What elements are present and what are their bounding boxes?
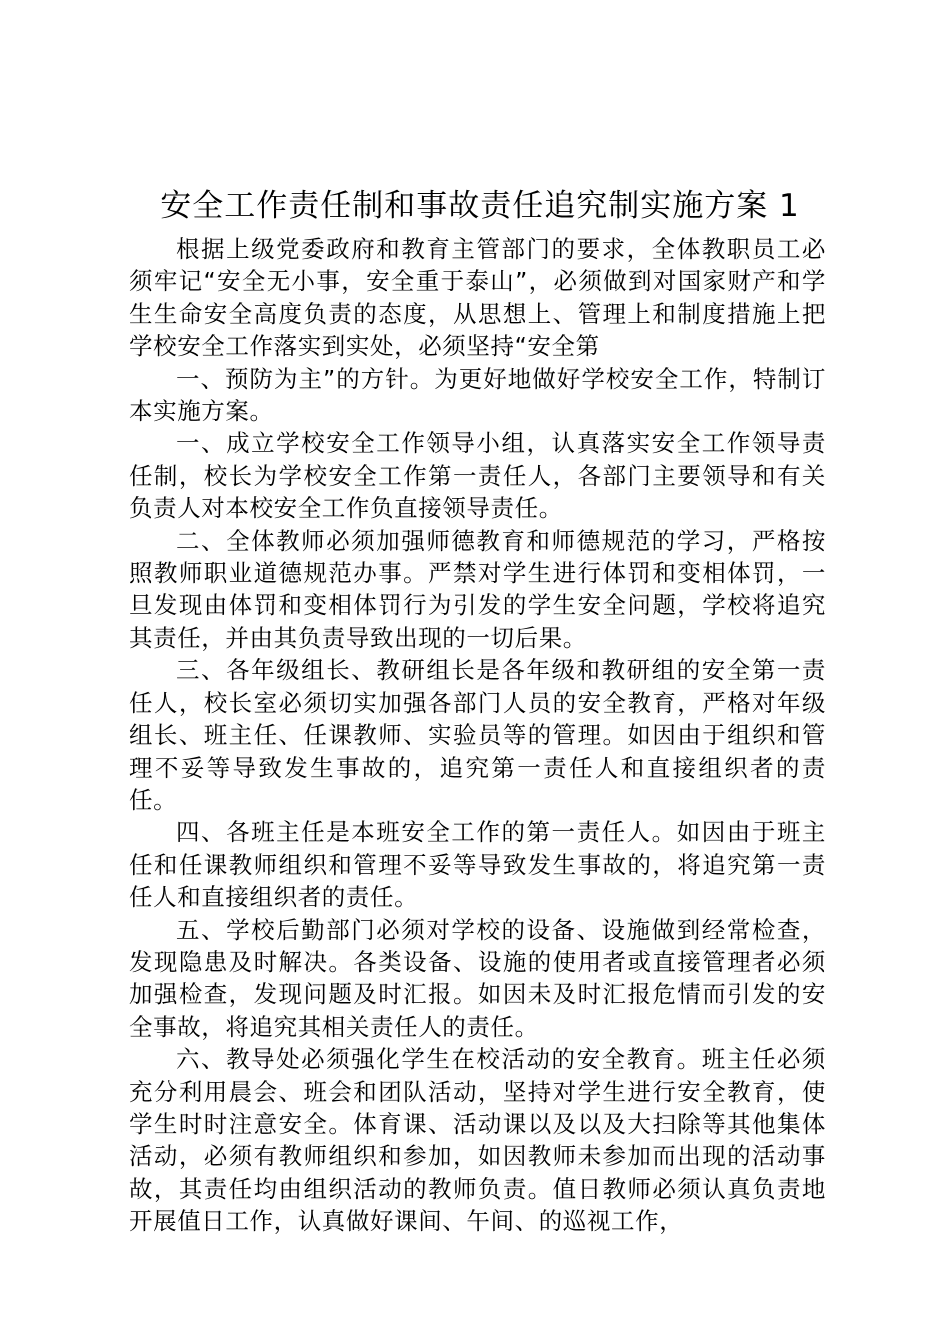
paragraph-item-1: 一、成立学校安全工作领导小组，认真落实安全工作领导责任制，校长为学校安全工作第一责任人，各部门主要领导和有关负责人对本校安全工作负直接领导责任。 xyxy=(129,429,826,523)
document-title: 安全工作责任制和事故责任追究制实施方案 1 xyxy=(160,188,800,224)
paragraph-item-5: 五、学校后勤部门必须对学校的设备、设施做到经常检查，发现隐患及时解决。各类设备、设施的使用者或直接管理者必须加强检查，发现问题及时汇报。如因未及时汇报危情而引发的安全事故，将追究其相关责任人的责任。 xyxy=(129,915,826,1041)
paragraph-intro: 根据上级党委政府和教育主管部门的要求，全体教职员工必须牢记“安全无小事，安全重于泰山”，必须做到对国家财产和学生生命安全高度负责的态度，从思想上、管理上和制度措施上把学校安全工作落实到实处，必须坚持“安全第 xyxy=(129,235,826,361)
paragraph-item-4: 四、各班主任是本班安全工作的第一责任人。如因由于班主任和任课教师组织和管理不妥等导致发生事故的，将追究第一责任人和直接组织者的责任。 xyxy=(129,818,826,912)
document-body xyxy=(129,233,826,1238)
paragraph-principle: 一、预防为主”的方针。为更好地做好学校安全工作，特制订本实施方案。 xyxy=(129,364,826,426)
paragraph-item-6: 六、教导处必须强化学生在校活动的安全教育。班主任必须充分利用晨会、班会和团队活动，坚持对学生进行安全教育，使学生时时注意安全。体育课、活动课以及以及大扫除等其他集体活动，必须有教师组织和参加，如因教师未参加而出现的活动事故，其责任均由组织活动的教师负责。值日教师必须认真负责地开展值日工作，认真做好课间、午间、的巡视工作， xyxy=(129,1045,826,1236)
paragraph-item-3: 三、各年级组长、教研组长是各年级和教研组的安全第一责任人，校长室必须切实加强各部门人员的安全教育，严格对年级组长、班主任、任课教师、实验员等的管理。如因由于组织和管理不妥等导致发生事故的，追究第一责任人和直接组织者的责任。 xyxy=(129,656,826,814)
paragraph-item-2: 二、全体教师必须加强师德教育和师德规范的学习，严格按照教师职业道德规范办事。严禁对学生进行体罚和变相体罚，一旦发现由体罚和变相体罚行为引发的学生安全问题，学校将追究其责任，并由其负责导致出现的一切后果。 xyxy=(129,526,826,652)
